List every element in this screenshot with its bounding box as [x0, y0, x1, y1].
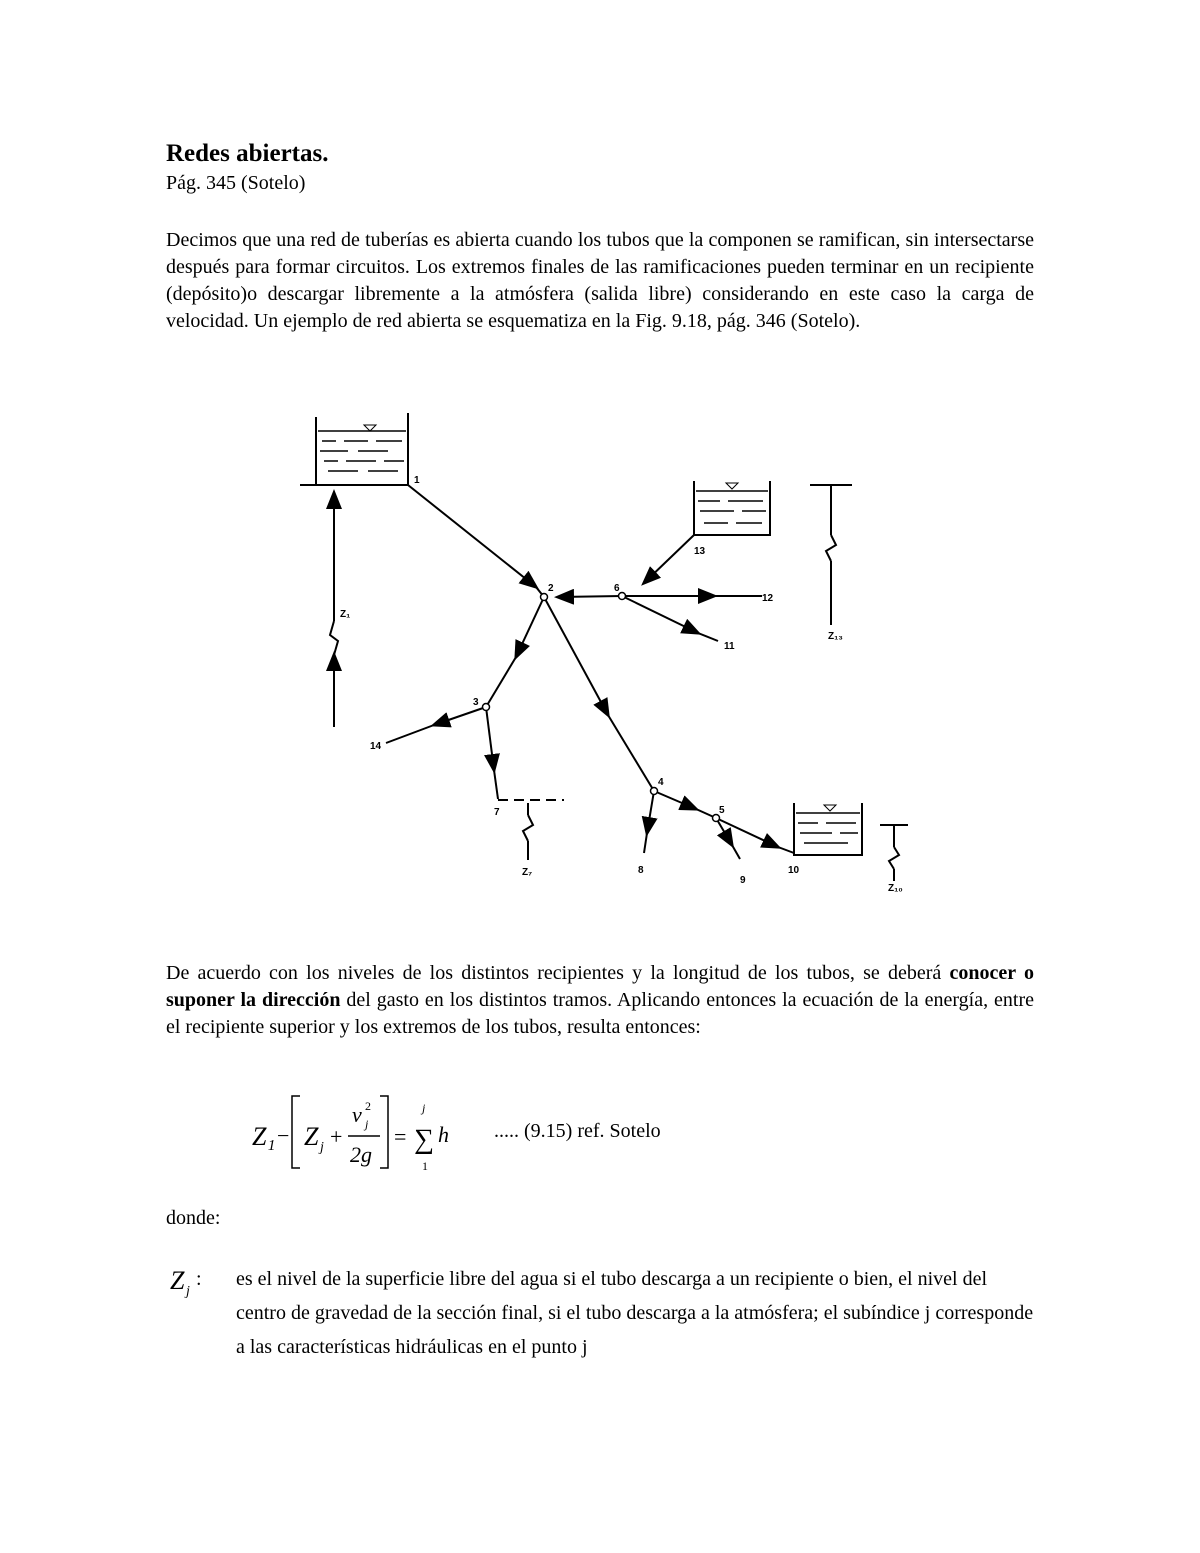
equation-formula — [252, 1090, 492, 1180]
node-label-5: 5 — [719, 805, 725, 816]
level-z7 — [498, 800, 564, 860]
emphasis-direction: conocer o suponer la dirección — [166, 962, 1034, 1011]
zj-symbol-colon: : — [196, 1268, 202, 1290]
tank-right — [694, 481, 770, 535]
node-label-9: 9 — [740, 875, 746, 886]
node-label-7: 7 — [494, 807, 500, 818]
second-paragraph-text-1: De acuerdo con los niveles de los distintos recipientes y la longitud de los tubos, se deberá — [166, 962, 950, 984]
node-label-13: 13 — [694, 546, 706, 557]
level-z1 — [330, 493, 338, 727]
eq-zj: Z — [304, 1122, 319, 1151]
level-z13 — [810, 485, 852, 625]
eq-velocity: v — [352, 1102, 362, 1127]
eq-square: 2 — [365, 1099, 371, 1113]
page-reference: Pág. 345 (Sotelo) — [166, 172, 306, 194]
zj-symbol-letter: Z — [170, 1266, 185, 1295]
second-paragraph-text-2: del gasto en los distintos tramos. Aplicando entonces la ecuación de la energía, entre el recipiente superior y los extremos de los tubos, resulta entonces: — [166, 989, 1034, 1038]
section-title: Redes abiertas. — [166, 140, 329, 167]
node-label-10: 10 — [788, 865, 800, 876]
zj-symbol-sub: j — [186, 1284, 190, 1299]
eq-sigma: ∑ — [414, 1124, 434, 1155]
node-label-1: 1 — [414, 475, 420, 486]
tank-lower-right — [794, 803, 862, 855]
node-label-2: 2 — [548, 583, 554, 594]
node-label-12: 12 — [762, 593, 774, 604]
eq-z1: Z₁ — [252, 1122, 276, 1151]
node-label-4: 4 — [658, 777, 664, 788]
label-z10: Z₁₀ — [888, 883, 903, 894]
zj-symbol — [170, 1263, 210, 1299]
eq-denominator: 2g — [350, 1142, 372, 1167]
zj-definition: es el nivel de la superficie libre del agua si el tubo descarga a un recipiente o bien, el nivel del centro de gravedad de la sección final, si el tubo descarga a la atmósfera; el subíndice j corresponde a las características hidráulicas en el punto j — [236, 1268, 1034, 1358]
node-label-8: 8 — [638, 865, 644, 876]
level-z10 — [880, 825, 908, 881]
eq-h: h — [438, 1122, 449, 1147]
equation-reference: ..... (9.15) ref. Sotelo — [494, 1120, 661, 1142]
open-network-figure — [258, 385, 938, 925]
node-label-14: 14 — [370, 741, 382, 752]
intro-paragraph: Decimos que una red de tuberías es abierta cuando los tubos que la componen se ramifican, sin intersectarse después para formar circuitos. Los extremos finales de las ramificaciones pueden terminar en un recipiente (depósito)o descargar libremente a la atmósfera (salida libre) considerando en este caso la carga de velocidad. Un ejemplo de red abierta se esquematiza en la Fig. 9.18, pág. 346 (Sotelo). — [166, 229, 1034, 332]
label-z13: Z₁₃ — [828, 631, 843, 642]
eq-sum-upper: j — [422, 1101, 426, 1115]
eq-velocity-sub: j — [365, 1117, 369, 1131]
node-label-3: 3 — [473, 697, 479, 708]
node-label-6: 6 — [614, 583, 620, 594]
label-z1: Z₁ — [340, 609, 351, 620]
pipes — [386, 485, 794, 859]
eq-equals: = — [394, 1124, 407, 1149]
donde-label: donde: — [166, 1207, 221, 1229]
second-paragraph — [166, 960, 1034, 1041]
eq-sum-lower: 1 — [422, 1159, 428, 1173]
eq-zj-sub: j — [320, 1140, 324, 1155]
node-label-11: 11 — [724, 641, 735, 652]
eq-plus: + — [330, 1124, 343, 1149]
network-diagram — [258, 385, 938, 925]
tank-upper — [300, 413, 408, 485]
eq-minus: − — [277, 1123, 290, 1148]
label-z7: Z₇ — [522, 867, 533, 878]
